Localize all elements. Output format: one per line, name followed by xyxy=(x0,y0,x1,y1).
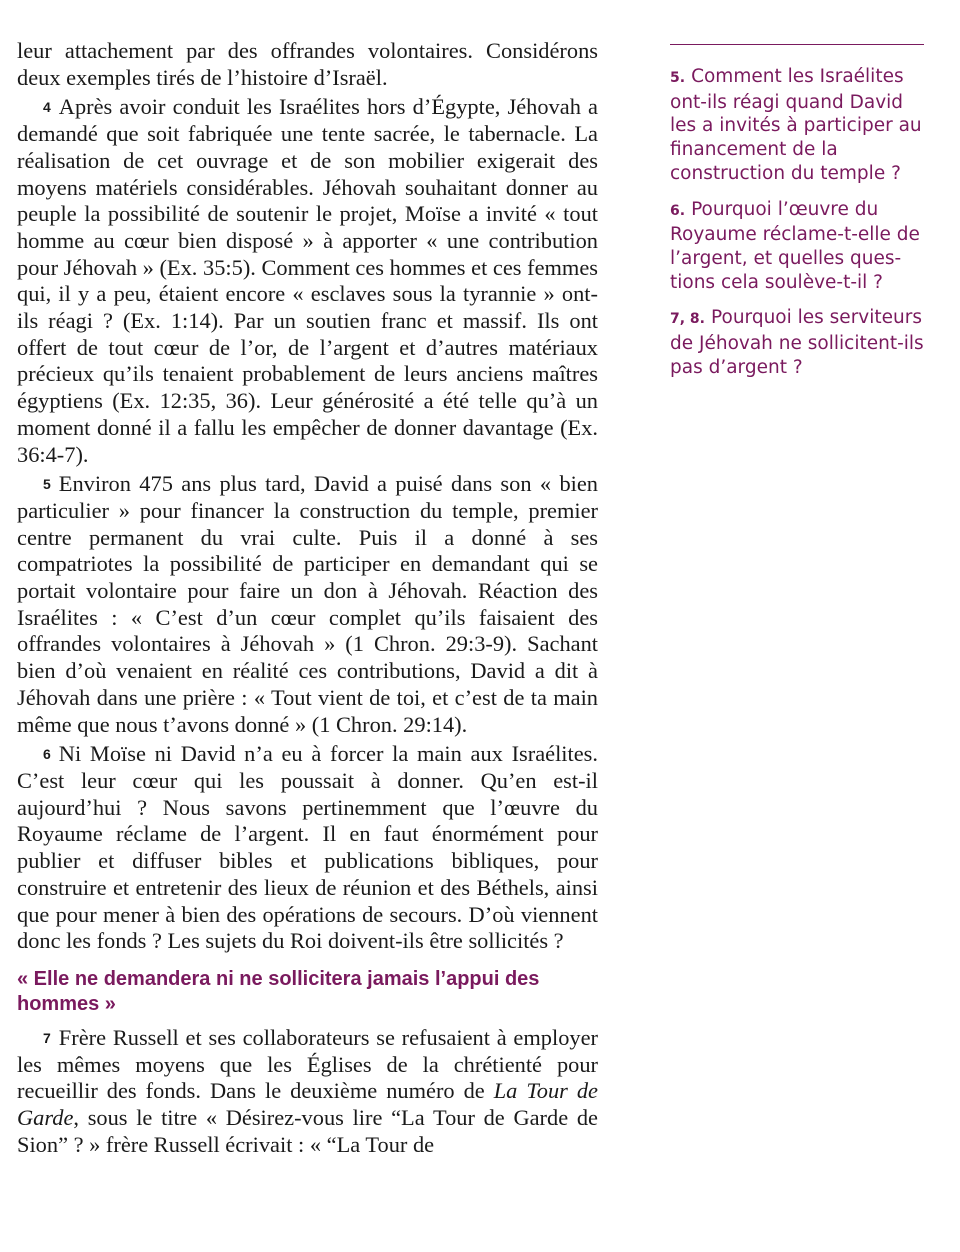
paragraph-5 xyxy=(17,471,598,738)
question-number: 5. xyxy=(670,70,686,86)
question-6 xyxy=(670,198,924,295)
question-7-8 xyxy=(670,306,924,379)
section-subheading: « Elle ne demandera ni ne sollicitera jamais l’appui des hommes » xyxy=(17,967,540,1015)
article-body xyxy=(17,38,598,1161)
question-number: 6. xyxy=(670,202,686,219)
question-text: Pourquoi l’œuvre du Royaume réclame-t-elle de l’argent, et quelles questions cela soulève-t-il ? xyxy=(670,198,920,293)
paragraph-4 xyxy=(17,94,598,468)
paragraph-6 xyxy=(17,741,598,955)
paragraph-text-after: , sous le titre « Désirez-vous lire “La Tour de Garde de Sion” ? » frère Russell écrivait : « “La Tour de xyxy=(17,1105,598,1157)
magazine-title: La Tour de Garde xyxy=(17,1078,598,1131)
paragraph-text-before: Frère Russell et ses collaborateurs se refusaient à employer les mêmes moyens que les Églises de la chrétienté pour recueillir des fonds. Dans le deuxième numéro de xyxy=(17,1024,598,1104)
paragraph-number: 6 xyxy=(43,746,51,763)
paragraph-7 xyxy=(17,1025,598,1159)
question-number: 7, 8. xyxy=(670,311,705,328)
paragraph-number: 4 xyxy=(43,99,51,116)
paragraph-number: 5 xyxy=(43,476,51,493)
paragraph-number: 7 xyxy=(43,1029,51,1046)
paragraph-text: Ni Moïse ni David n’a eu à forcer la main aux Israélites. C’est leur cœur qui les poussait à donner. Qu’en est-il aujourd’hui ? Nous savons pertinemment que l’œuvre du Royaume réclame de l’argent. Il en faut énormément pour publier et diffuser bibles et publications bibliques, pour construire et entretenir des lieux de réunion et des Béthels, ainsi que pour mener à bien des opérations de secours. D’où viennent donc les fonds ? Les sujets du Roi doivent-ils être sollicités ? xyxy=(17,741,598,954)
question-5 xyxy=(670,65,924,186)
study-questions-sidebar xyxy=(670,44,924,391)
sidebar-divider xyxy=(670,44,924,45)
question-text: Comment les Israélites ont-ils réagi quand David les a invités à participer au financement de la construction du temple ? xyxy=(670,66,922,184)
question-text: Pourquoi les serviteurs de Jéhovah ne sollicitent-ils pas d’argent ? xyxy=(670,307,924,378)
opening-paragraph: leur attachement par des offrandes volontaires. Considérons deux exemples tirés de l’histoire d’Israël. xyxy=(17,38,598,90)
paragraph-text: Après avoir conduit les Israélites hors d’Égypte, Jéhovah a demandé que soit fabriquée une tente sacrée, le tabernacle. La réalisation de cet ouvrage et de son mobilier exigerait des moyens matériels considérables. Jéhovah souhaitant donner au peuple la possibilité de soutenir le projet, Moïse a invité « tout homme au cœur bien disposé » à apporter « une contribution pour Jéhovah » (Ex. 35:5). Comment ces hommes et ces femmes qui, il y a peu, étaient encore « esclaves sous la tyrannie » ont-ils réagi ? (Ex. 1:14). Par un soutien franc et massif. Ils ont offert de tout cœur de l’or, de l’argent et d’autres matériaux précieux qu’ils tenaient probablement de leurs anciens maîtres égyptiens (Ex. 12:35, 36). Leur générosité a été telle qu’à un moment donné il a fallu les empêcher de donner davantage (Ex. 36:4-7). xyxy=(17,94,598,467)
paragraph-text: Environ 475 ans plus tard, David a puisé dans son « bien particulier » pour financer la construction du temple, premier centre permanent du vrai culte. Puis il a donné à ses compatriotes la possibilité de participer en demandant qui se portait volontaire pour faire un don à Jéhovah. Réaction des Israélites : « C’est d’un cœur complet qu’ils faisaient des offrandes volontaires à Jéhovah » (1 Chron. 29:3-9). Sachant bien d’où venaient en réalité ces contributions, David a dit à Jéhovah dans une prière : « Tout vient de toi, et c’est de ta main même que nous t’avons donné » (1 Chron. 29:14). xyxy=(17,471,598,737)
